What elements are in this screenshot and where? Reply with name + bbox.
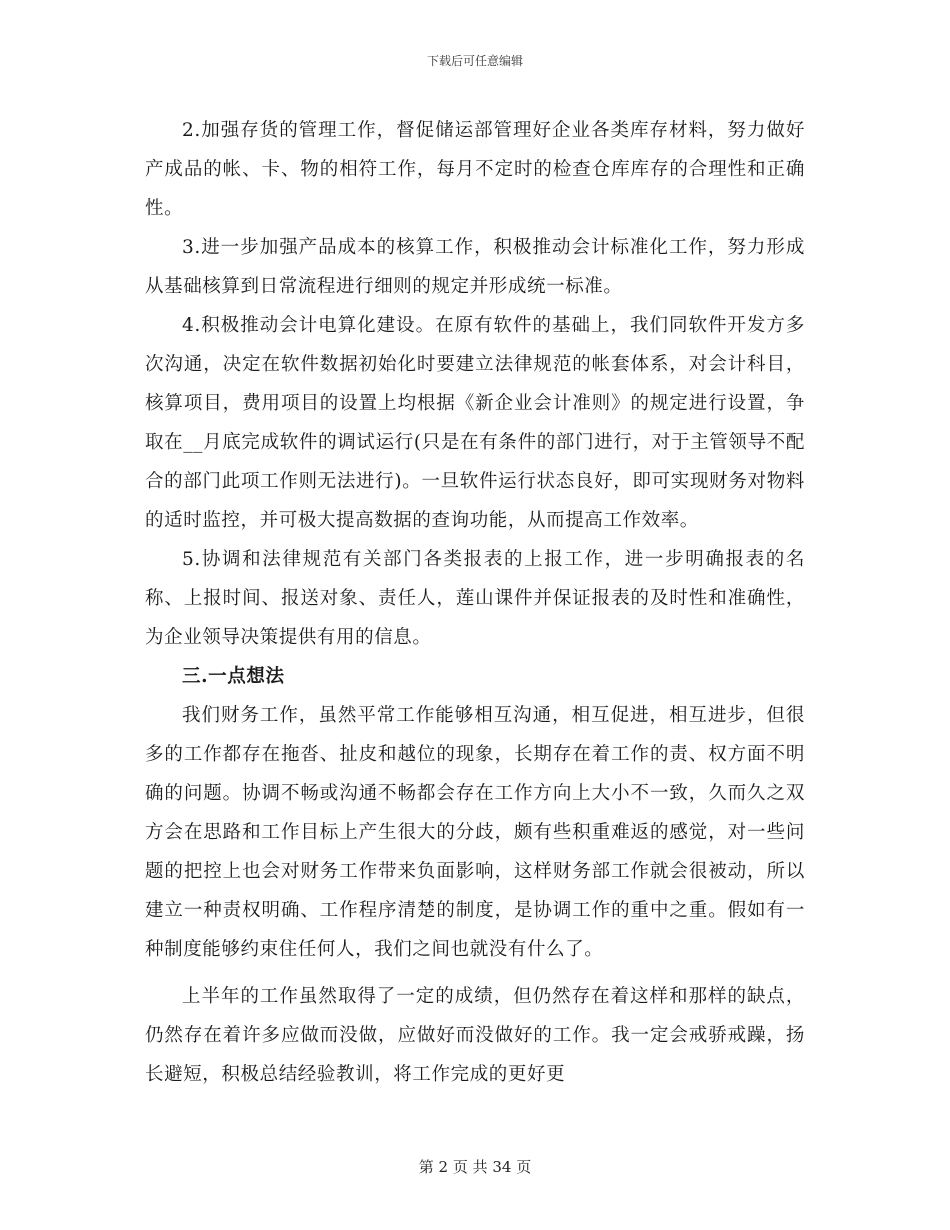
paragraph-item-4: 4.积极推动会计电算化建设。在原有软件的基础上，我们同软件开发方多次沟通，决定在软件数据初始化时要建立法律规范的帐套体系，对会计科目，核算项目，费用项目的设置上均根据《新企业会计准则》的规定进行设置，争取在__月底完成软件的调试运行(只是在有条件的部门进行，对于主管领导不配合的部门此项工作则无法进行)。一旦软件运行状态良好，即可实现财务对物料的适时监控，并可极大提高数据的查询功能，从而提高工作效率。: [145, 315, 805, 531]
paragraph-item-2: 2.加强存货的管理工作，督促储运部管理好企业各类库存材料，努力做好产成品的帐、卡、物的相符工作，每月不定时的检查仓库库存的合理性和正确性。: [145, 120, 805, 219]
page-footer: 第 2 页 共 34 页: [418, 1158, 532, 1176]
paragraph-item-5: 5.协调和法律规范有关部门各类报表的上报工作，进一步明确报表的名称、上报时间、报送对象、责任人，莲山课件并保证报表的及时性和准确性，为企业领导决策提供有用的信息。: [145, 549, 805, 648]
document-body: [145, 111, 805, 1094]
section-paragraph-2: 上半年的工作虽然取得了一定的成绩，但仍然存在着这样和那样的缺点，仍然存在着许多应做而没做，应做好而没做好的工作。我一定会戒骄戒躁，扬长避短，积极总结经验教训，将工作完成的更好更: [145, 986, 805, 1085]
section-heading: 三.一点想法: [182, 666, 285, 687]
section-paragraph-1: 我们财务工作，虽然平常工作能够相互沟通，相互促进，相互进步，但很多的工作都存在拖沓、扯皮和越位的现象，长期存在着工作的责、权方面不明确的问题。协调不畅或沟通不畅都会存在工作方向上大小不一致，久而久之双方会在思路和工作目标上产生很大的分歧，颇有些积重难返的感觉，对一些问题的把控上也会对财务工作带来负面影响，这样财务部工作就会很被动，所以建立一种责权明确、工作程序清楚的制度，是协调工作的重中之重。假如有一种制度能够约束住任何人，我们之间也就没有什么了。: [145, 705, 805, 960]
paragraph-item-3: 3.进一步加强产品成本的核算工作，积极推动会计标准化工作，努力形成从基础核算到日常流程进行细则的规定并形成统一标准。: [145, 237, 805, 297]
page-header: 下载后可任意编辑: [426, 54, 523, 68]
